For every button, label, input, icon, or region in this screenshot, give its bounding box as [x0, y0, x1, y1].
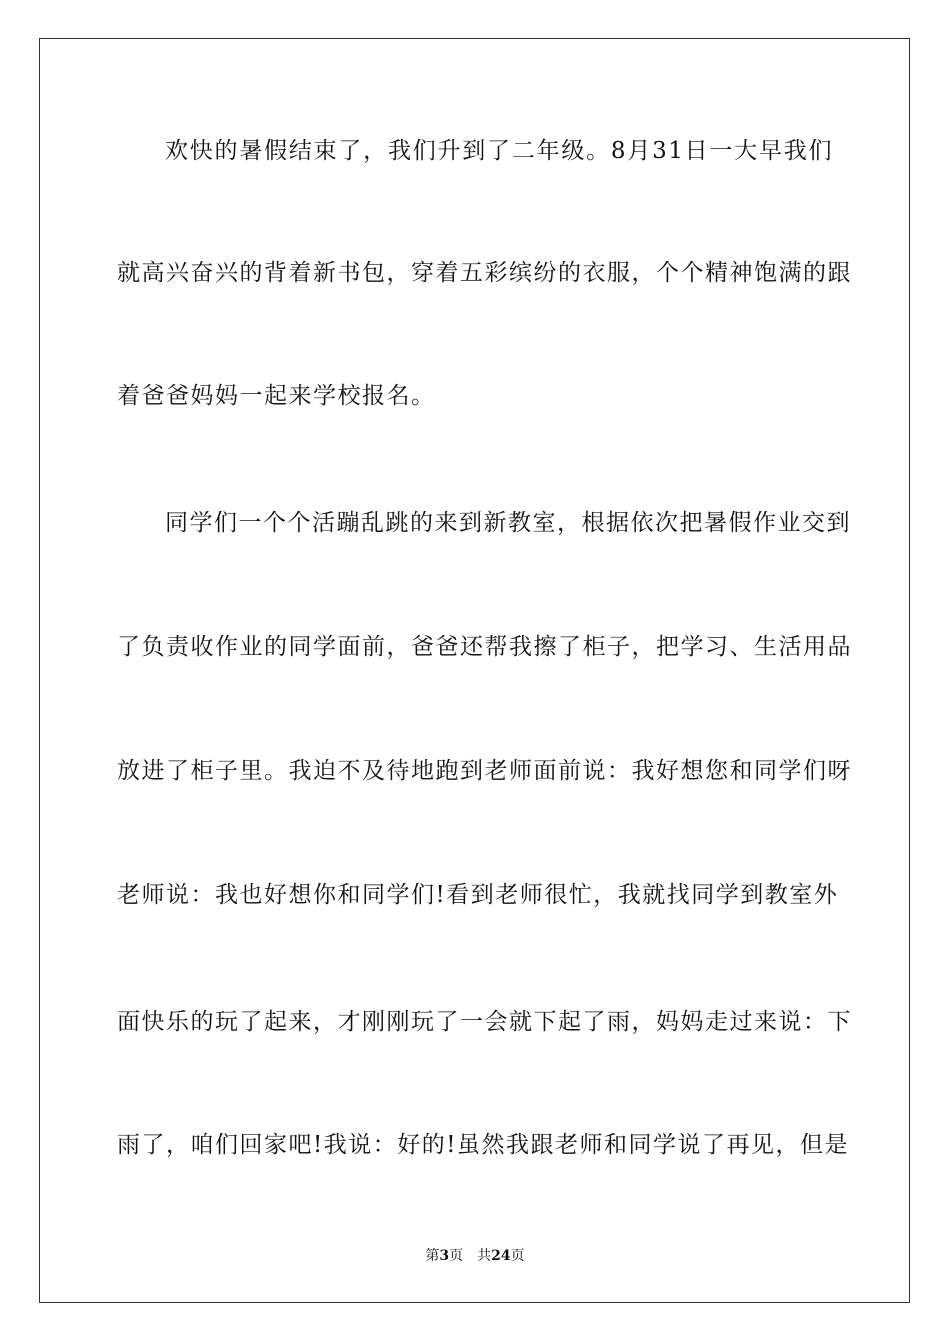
paragraph-line: 雨了，咱们回家吧!我说：好的!虽然我跟老师和同学说了再见，但是 — [117, 1132, 849, 1158]
paragraph-line: 欢快的暑假结束了，我们升到了二年级。8月31日一大早我们 — [165, 138, 833, 164]
paragraph-line: 了负责收作业的同学面前，爸爸还帮我擦了柜子，把学习、生活用品 — [117, 634, 852, 660]
paragraph-line: 放进了柜子里。我迫不及待地跑到老师面前说：我好想您和同学们呀 — [117, 758, 852, 784]
paragraph-line: 就高兴奋兴的背着新书包，穿着五彩缤纷的衣服，个个精神饱满的跟 — [117, 260, 852, 286]
page-suffix: 页 — [449, 1248, 464, 1264]
page-prefix: 第 — [425, 1248, 440, 1264]
page-footer — [0, 1247, 950, 1265]
total-pages: 24 — [491, 1248, 511, 1264]
paragraph-line: 面快乐的玩了起来，才刚刚玩了一会就下起了雨，妈妈走过来说：下 — [117, 1009, 852, 1035]
page-border — [39, 38, 910, 1303]
paragraph-line: 着爸爸妈妈一起来学校报名。 — [117, 383, 436, 409]
total-prefix: 共 — [477, 1248, 492, 1264]
paragraph-line: 同学们一个个活蹦乱跳的来到新教室，根据依次把暑假作业交到 — [165, 510, 851, 536]
paragraph-line: 老师说：我也好想你和同学们!看到老师很忙，我就找同学到教室外 — [117, 882, 839, 908]
total-suffix: 页 — [510, 1248, 525, 1264]
page-number: 3 — [439, 1248, 450, 1264]
